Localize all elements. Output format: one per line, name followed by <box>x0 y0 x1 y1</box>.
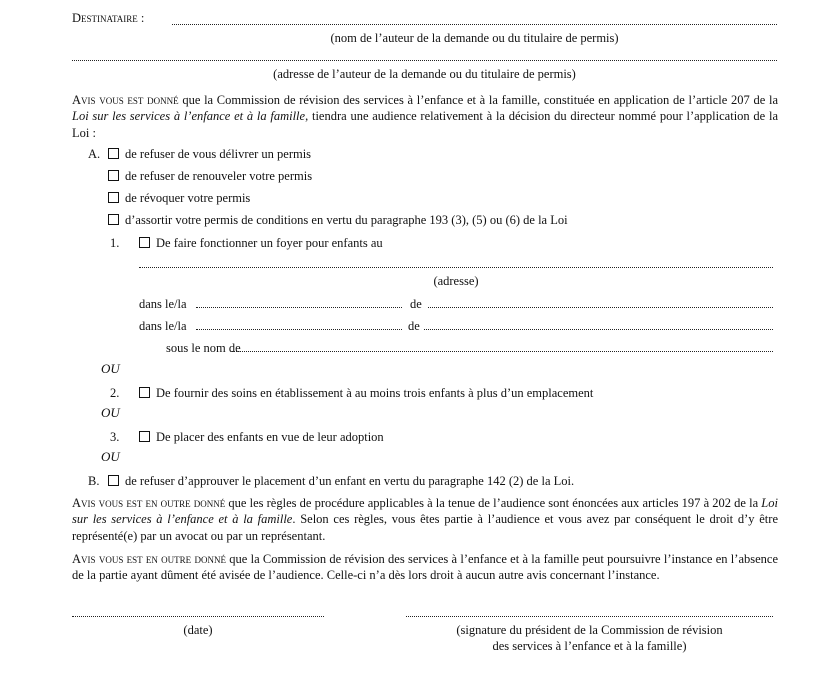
option-refuse-issue: de refuser de vous délivrer un permis <box>108 146 311 162</box>
or-label-3: OU <box>101 449 120 464</box>
author-name-caption: (nom de l’auteur de la demande ou du titulaire de permis) <box>330 31 619 45</box>
of-line-1[interactable] <box>428 307 773 308</box>
author-address-caption: (adresse de l’auteur de la demande ou du titulaire de permis) <box>273 67 576 81</box>
section-a-letter: A. <box>88 147 101 161</box>
of-label-1: de <box>410 297 422 311</box>
under-name-label: sous le nom de <box>166 341 241 355</box>
address-caption: (adresse) <box>433 274 479 288</box>
section-b-letter: B. <box>88 474 100 488</box>
refuse-renew-checkbox[interactable] <box>108 170 119 181</box>
under-name-line[interactable] <box>232 351 773 352</box>
operate-home-checkbox[interactable] <box>139 237 150 248</box>
date-line[interactable] <box>72 616 324 617</box>
sub2-number: 2. <box>110 386 120 400</box>
recipient-address-line[interactable] <box>72 60 777 61</box>
option-revoke: de révoquer votre permis <box>108 190 250 206</box>
or-label-2: OU <box>101 405 120 420</box>
signature-caption-line-2: des services à l’enfance et à la famille) <box>492 639 687 654</box>
option-conditions: d’assortir votre permis de conditions en vertu du paragraphe 193 (3), (5) ou (6) de la Loi <box>108 212 568 228</box>
adoption-placement-checkbox[interactable] <box>139 431 150 442</box>
signature-line[interactable] <box>406 616 773 617</box>
in-line-1[interactable] <box>196 307 402 308</box>
revoke-checkbox[interactable] <box>108 192 119 203</box>
notice-lead: Avis vous est donné <box>72 93 179 107</box>
option-refuse-placement: de refuser d’approuver le placement d’un enfant en vertu du paragraphe 142 (2) de la Loi. <box>108 473 574 489</box>
law-title: Loi sur les services à l’enfance et à la famille <box>72 109 306 124</box>
notice-lead: Avis vous est en outre donné <box>72 496 226 510</box>
in-label-2: dans le/la <box>139 319 187 333</box>
home-address-line[interactable] <box>139 267 773 268</box>
signature-caption <box>406 622 773 655</box>
refuse-placement-checkbox[interactable] <box>108 475 119 486</box>
recipient-label: Destinataire : <box>72 11 145 25</box>
option-residential-care: De fournir des soins en établissement à au moins trois enfants à plus d’un emplacement <box>139 385 593 401</box>
refuse-issue-checkbox[interactable] <box>108 148 119 159</box>
law-title: Loi sur les services à l’enfance et à la famille <box>72 496 778 527</box>
sub1-number: 1. <box>110 236 120 250</box>
date-caption: (date) <box>183 623 213 637</box>
or-label-1: OU <box>101 361 120 376</box>
notice-absence-paragraph: Avis vous est en outre donné que la Commission de révision des services à l’enfance et à la famille peut poursuivre l’instance en l’absence de la partie ayant dûment été avisée de l’audience. Celle-ci n’a dès lors droit à aucun autre avis concernant l’instance. <box>72 552 779 583</box>
of-line-2[interactable] <box>424 329 773 330</box>
sub3-number: 3. <box>110 430 120 444</box>
recipient-name-line[interactable] <box>172 24 777 25</box>
conditions-checkbox[interactable] <box>108 214 119 225</box>
in-label-1: dans le/la <box>139 297 187 311</box>
option-adoption-placement: De placer des enfants en vue de leur adoption <box>139 429 384 445</box>
option-operate-home: De faire fonctionner un foyer pour enfants au <box>139 235 383 251</box>
option-refuse-renew: de refuser de renouveler votre permis <box>108 168 312 184</box>
of-label-2: de <box>408 319 420 333</box>
residential-care-checkbox[interactable] <box>139 387 150 398</box>
notice-lead: Avis vous est en outre donné <box>72 552 226 566</box>
in-line-2[interactable] <box>196 329 402 330</box>
signature-caption-line-1: (signature du président de la Commission de révision <box>456 623 723 637</box>
notice-hearing-paragraph: Avis vous est donné que la Commission de révision des services à l’enfance et à la famille, constituée en application de l’article 207 de la Loi sur les services à l’enfance et à la famille, tiendra une audience relativement à la décision du directeur nommé pour l’application de la Loi : <box>72 93 778 140</box>
notice-rules-paragraph: Avis vous est en outre donné que les règles de procédure applicables à la tenue de l’audience sont énoncées aux articles 197 à 202 de la Loi sur les services à l’enfance et à la famille. Selon ces règles, vous êtes partie à l’audience et vous avez par conséquent le droit d’y être représenté(e) par un avocat ou par un représentant. <box>72 496 778 543</box>
